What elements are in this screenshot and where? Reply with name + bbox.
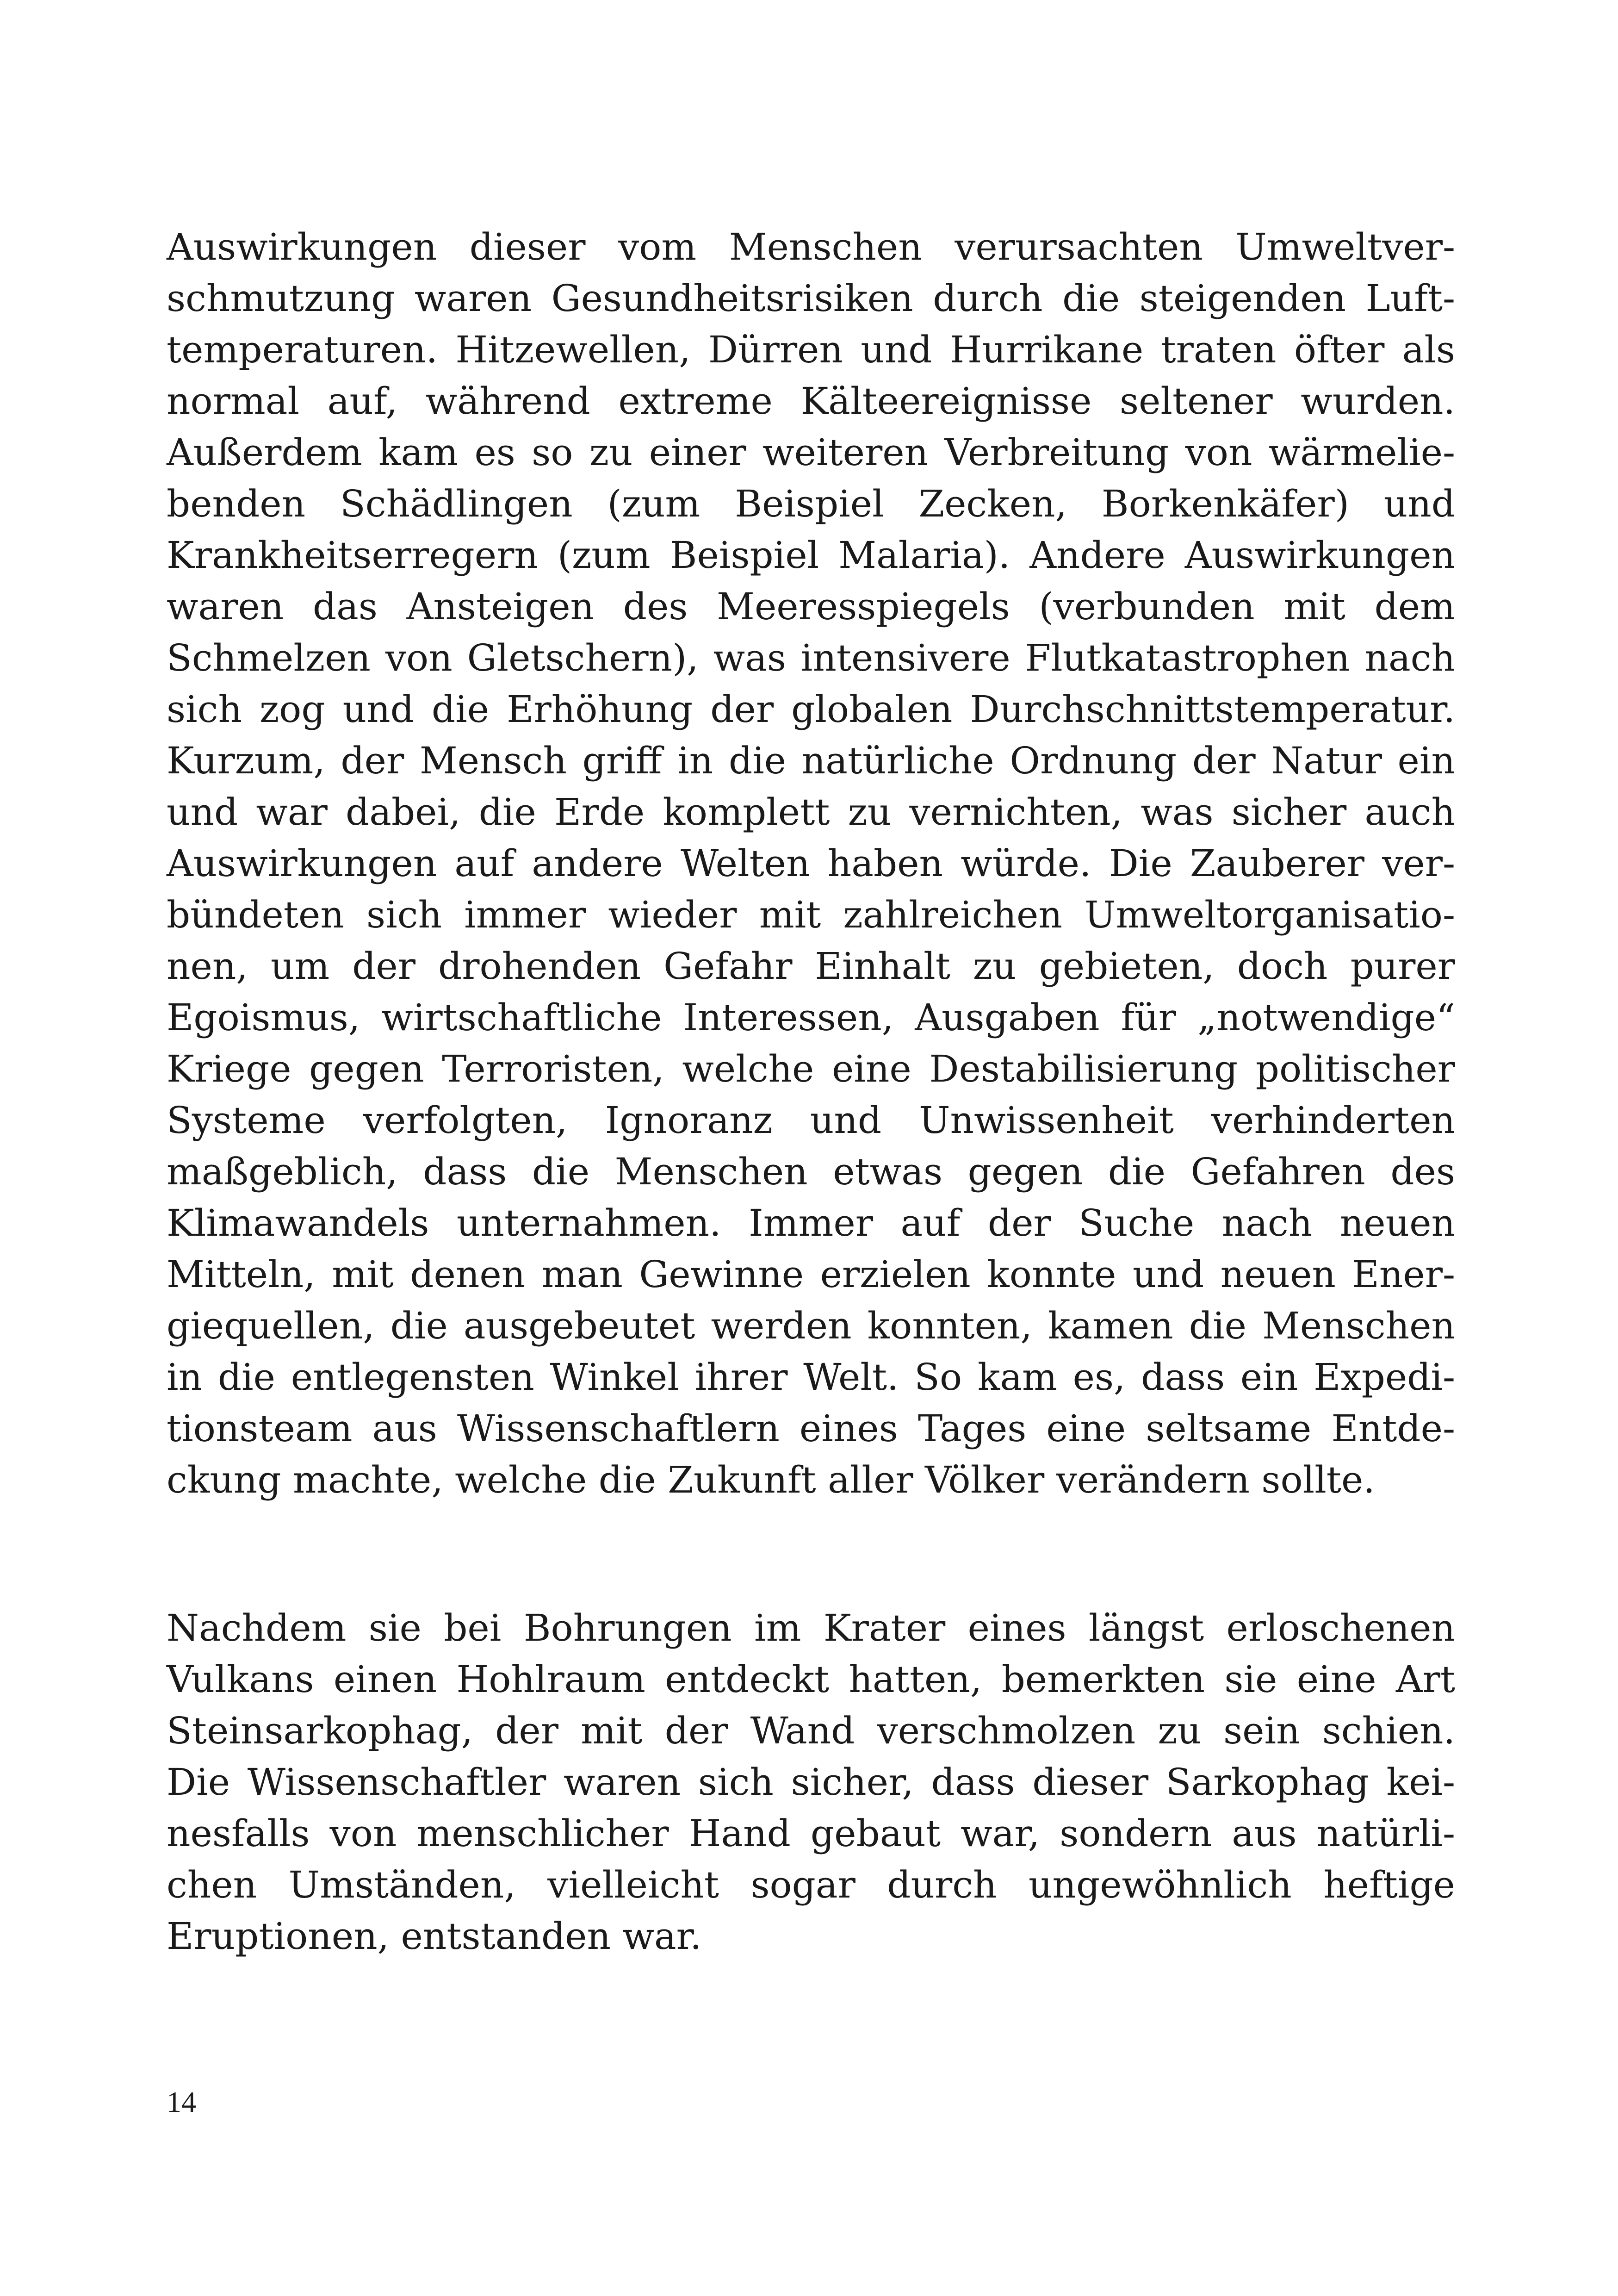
text-line: nesfalls von menschlicher Hand gebaut war, sondern aus natürli- — [167, 1812, 1455, 1855]
text-line: maßgeblich, dass die Menschen etwas gegen die Gefahren des — [167, 1150, 1455, 1193]
text-line: Krankheitserregern (zum Beispiel Malaria). Andere Auswirkungen — [167, 534, 1455, 577]
text-line: bündeten sich immer wieder mit zahlreichen Umweltorganisatio- — [167, 893, 1455, 936]
text-line: ckung machte, welche die Zukunft aller Völker verändern sollte. — [167, 1458, 1375, 1501]
text-line: benden Schädlingen (zum Beispiel Zecken, Borkenkäfer) und — [167, 482, 1455, 525]
text-line: Nachdem sie bei Bohrungen im Krater eines längst erloschenen — [167, 1606, 1455, 1649]
text-line: Eruptionen, entstanden war. — [167, 1915, 702, 1958]
text-line: giequellen, die ausgebeutet werden konnten, kamen die Menschen — [167, 1304, 1455, 1347]
text-line: Systeme verfolgten, Ignoranz und Unwissenheit verhinderten — [167, 1099, 1455, 1142]
text-line: waren das Ansteigen des Meeresspiegels (verbunden mit dem — [167, 585, 1455, 628]
text-line: temperaturen. Hitzewellen, Dürren und Hurrikane traten öfter als — [167, 328, 1455, 371]
paragraph-2 — [167, 1602, 1455, 1962]
text-line: tionsteam aus Wissenschaftlern eines Tages eine seltsame Entde- — [167, 1407, 1455, 1450]
text-line: Die Wissenschaftler waren sich sicher, dass dieser Sarkophag kei- — [167, 1761, 1455, 1804]
text-line: normal auf, während extreme Kälteereignisse seltener wurden. — [167, 380, 1455, 423]
page-number: 14 — [167, 2085, 196, 2118]
text-line: und war dabei, die Erde komplett zu vernichten, was sicher auch — [167, 790, 1455, 834]
text-line: Außerdem kam es so zu einer weiteren Verbreitung von wärmelie- — [167, 431, 1455, 474]
text-line: in die entlegensten Winkel ihrer Welt. So kam es, dass ein Expedi- — [167, 1356, 1455, 1399]
text-line: sich zog und die Erhöhung der globalen Durchschnittstemperatur. — [167, 688, 1455, 731]
text-line: Vulkans einen Hohlraum entdeckt hatten, bemerkten sie eine Art — [167, 1658, 1455, 1701]
text-line: nen, um der drohenden Gefahr Einhalt zu gebieten, doch purer — [167, 945, 1455, 988]
text-line: Mitteln, mit denen man Gewinne erzielen konnte und neuen Ener- — [167, 1253, 1455, 1296]
text-line: Egoismus, wirtschaftliche Interessen, Ausgaben für „notwendige“ — [167, 996, 1455, 1039]
text-line: Kurzum, der Mensch griff in die natürliche Ordnung der Natur ein — [167, 739, 1455, 782]
text-line: Auswirkungen dieser vom Menschen verursachten Umweltver- — [167, 225, 1455, 268]
text-line: Kriege gegen Terroristen, welche eine Destabilisierung politischer — [167, 1047, 1455, 1090]
text-line: Auswirkungen auf andere Welten haben würde. Die Zauberer ver- — [167, 842, 1455, 885]
paragraph-1 — [167, 221, 1455, 1506]
text-line: Schmelzen von Gletschern), was intensivere Flutkatastrophen nach — [167, 636, 1455, 679]
text-line: chen Umständen, vielleicht sogar durch ungewöhnlich heftige — [167, 1863, 1455, 1906]
text-line: schmutzung waren Gesundheitsrisiken durch die steigenden Luft- — [167, 277, 1455, 320]
text-line: Klimawandels unternahmen. Immer auf der Suche nach neuen — [167, 1201, 1455, 1244]
text-line: Steinsarkophag, der mit der Wand verschmolzen zu sein schien. — [167, 1709, 1455, 1752]
